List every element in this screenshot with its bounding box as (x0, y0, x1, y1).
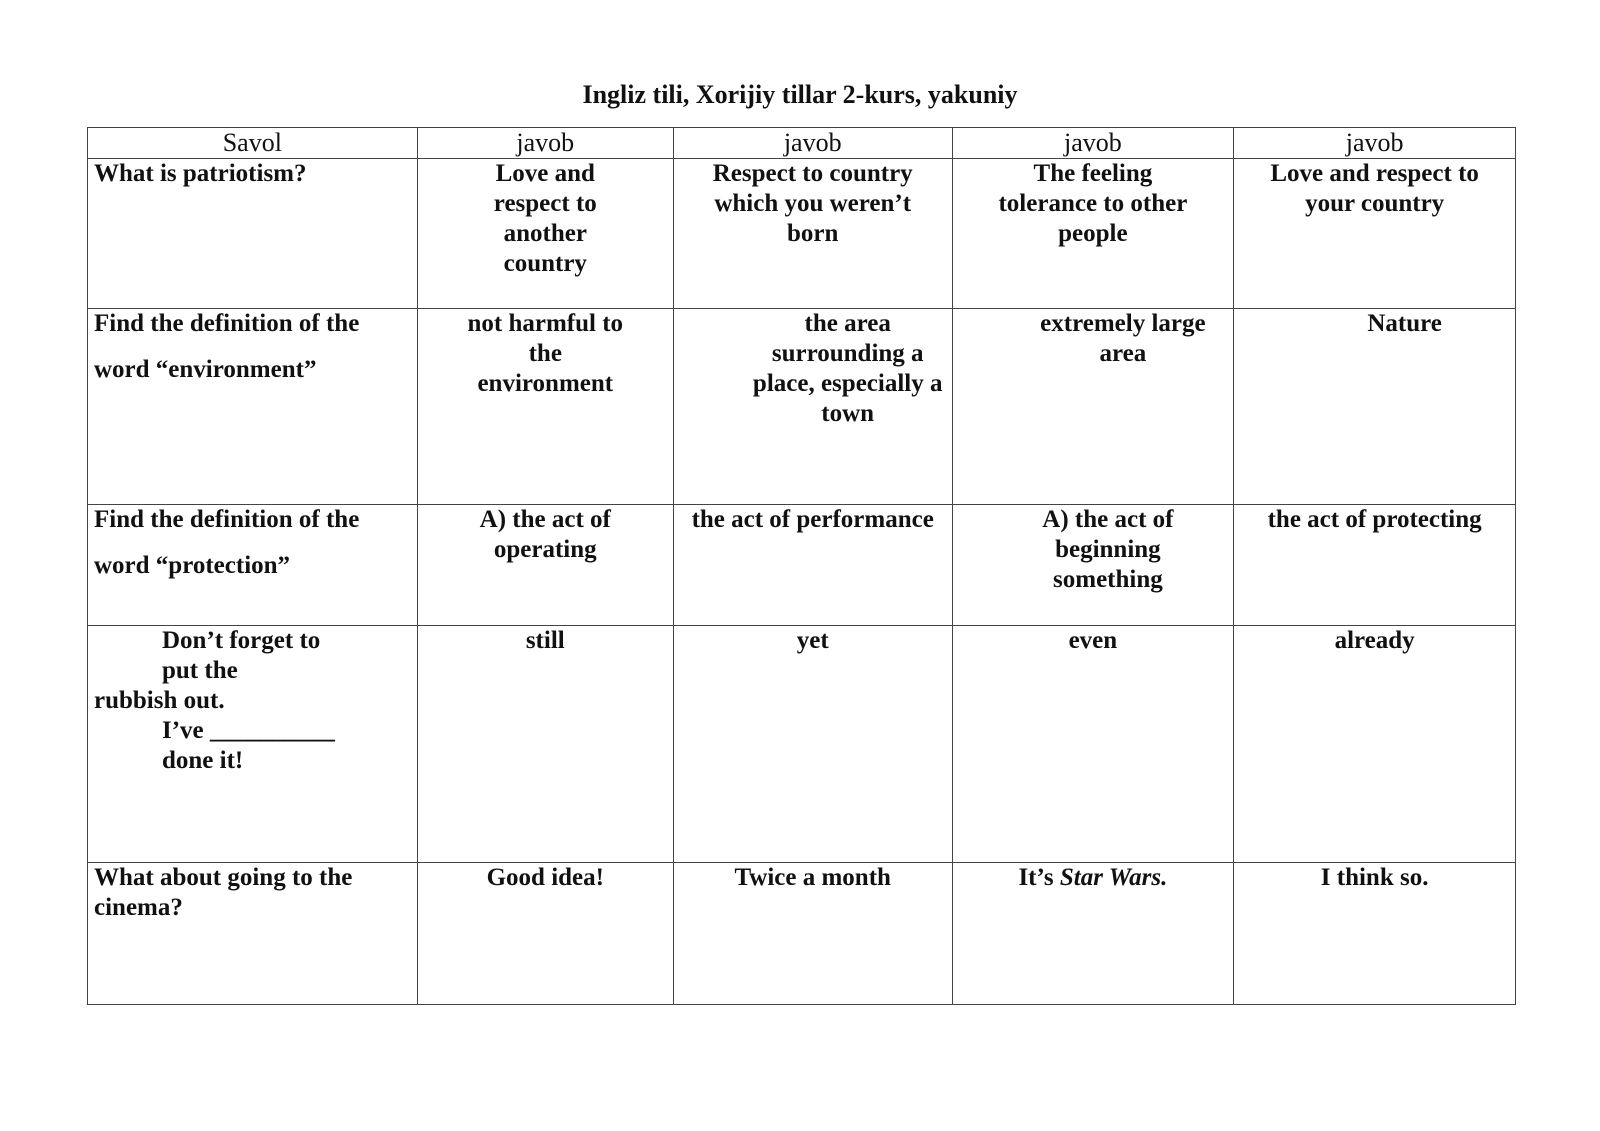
quiz-table (87, 127, 1516, 1005)
answer-cell (952, 309, 1234, 505)
question-cell (88, 626, 418, 863)
answer-cell (417, 309, 673, 505)
answer-text-italic: Star Wars. (1059, 864, 1168, 891)
table-row (88, 505, 1516, 626)
header-row (88, 128, 1516, 159)
answer-cell (417, 159, 673, 309)
question-text: Find the definition of the word “protection” (94, 506, 360, 579)
answer-cell (952, 863, 1234, 1005)
header-savol: Savol (88, 128, 418, 159)
answer-text-plain: It’s (1018, 864, 1060, 891)
answer-cell (1234, 309, 1516, 505)
answer-cell (1234, 505, 1516, 626)
answer-cell (673, 309, 952, 505)
answer-text: Nature (1367, 310, 1442, 337)
answer-text: the act of performance (691, 506, 934, 533)
answer-text: Love and respect to another country (493, 160, 597, 277)
question-cell (88, 505, 418, 626)
answer-cell: Twice a month (673, 863, 952, 1005)
header-javob-4: javob (1234, 128, 1516, 159)
header-javob-2: javob (673, 128, 952, 159)
table-row (88, 159, 1516, 309)
document-title: Ingliz tili, Xorijiy tillar 2-kurs, yakuniy (582, 80, 1018, 109)
question-line: put the (162, 657, 238, 684)
answer-text: extremely large area (1040, 310, 1206, 367)
answer-cell: yet (673, 626, 952, 863)
question-cell: What is patriotism? (88, 159, 418, 309)
answer-cell: still (417, 626, 673, 863)
table-row (88, 863, 1516, 1005)
answer-text: Respect to country which you weren’t born (712, 160, 913, 247)
question-line: Don’t forget to (162, 627, 321, 654)
answer-cell: already (1234, 626, 1516, 863)
answer-cell (673, 505, 952, 626)
question-text: What about going to the cinema? (94, 864, 353, 921)
answer-cell (417, 505, 673, 626)
answer-cell (1234, 159, 1516, 309)
answer-cell (952, 159, 1234, 309)
table-row (88, 626, 1516, 863)
answer-text: The feeling tolerance to other people (998, 160, 1188, 247)
question-cell (88, 863, 418, 1005)
answer-cell: Good idea! (417, 863, 673, 1005)
question-line: done it! (162, 747, 244, 774)
table-row (88, 309, 1516, 505)
header-javob-1: javob (417, 128, 673, 159)
answer-cell: even (952, 626, 1234, 863)
answer-text: the area surrounding a place, especially a town (752, 310, 943, 427)
question-line: rubbish out. (94, 687, 225, 714)
answer-cell (952, 505, 1234, 626)
answer-cell: I think so. (1234, 863, 1516, 1005)
answer-text: not harmful to the environment (467, 310, 624, 397)
answer-text: A) the act of operating (479, 506, 611, 563)
question-text: Find the definition of the word “environment” (94, 310, 360, 383)
answer-text: the act of protecting (1267, 506, 1482, 533)
question-cell (88, 309, 418, 505)
answer-text: Love and respect to your country (1270, 160, 1479, 217)
question-line: I’ve __________ (162, 717, 335, 744)
header-javob-3: javob (952, 128, 1234, 159)
answer-cell (673, 159, 952, 309)
answer-text: A) the act of beginning something (1042, 506, 1174, 593)
